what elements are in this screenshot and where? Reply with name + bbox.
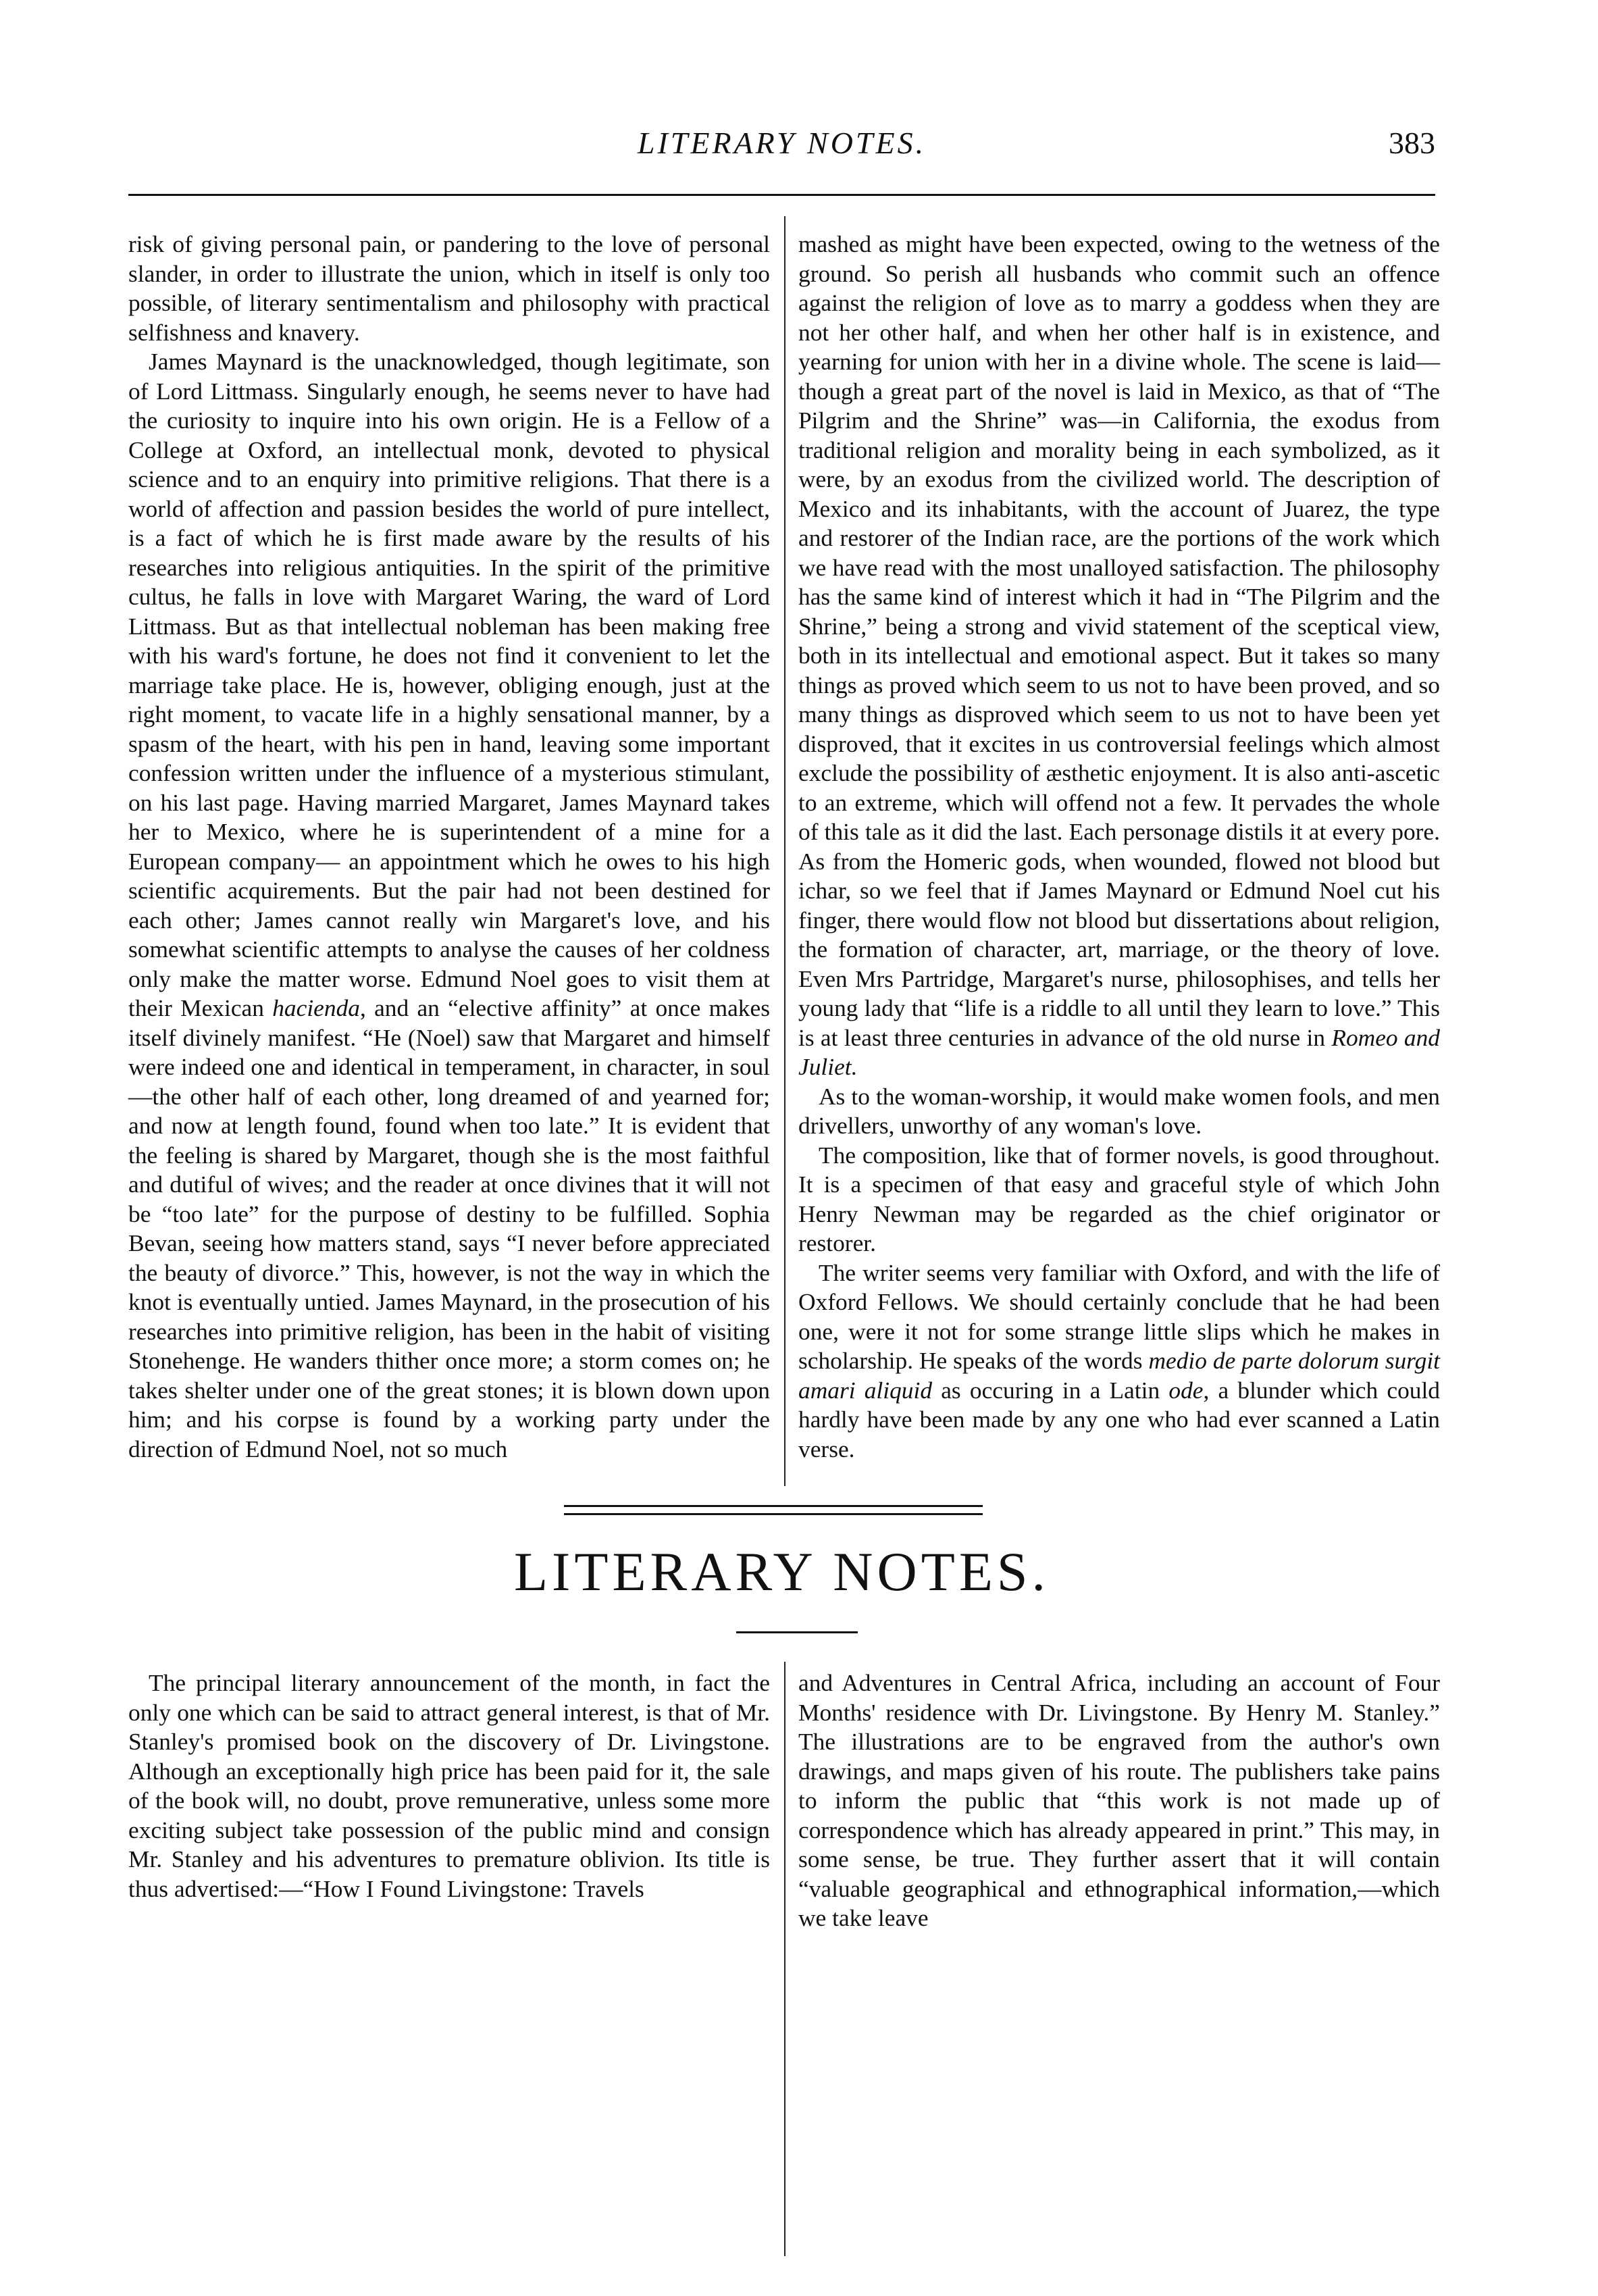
column-right-top: [798, 230, 1440, 1464]
title-rule: [736, 1631, 858, 1633]
section-rule-lower: [564, 1513, 983, 1515]
paragraph-text: James Maynard is the unacknowledged, though legitimate, son of Lord Littmass. Singularly enough, he seems never to have had the curiosity to inquire into his own origin. He is a Fellow of a College at Oxford, an intellectual monk, devoted to physical science and to an enquiry into primitive religions. That there is a world of affection and passion besides the world of pure intellect, is a fact of which he is first made aware by the results of his researches into religious antiquities. In the spirit of the primitive cultus, he falls in love with Margaret Waring, the ward of Lord Littmass. But as that intellectual nobleman has been making free with his ward's fortune, he does not find it convenient to let the marriage take place. He is, however, obliging enough, just at the right moment, to vacate life in a highly sensational manner, by a spasm of the heart, with his pen in hand, leaving some important confession written under the influence of a mysterious stimulant, on his last page. Having married Margaret, James Maynard takes her to Mexico, where he is superintendent of a mine for a European company— an appointment which he owes to his high scientific acquirements. But the pair had not been destined for each other; James cannot really win Margaret's love, and his somewhat scientific attempts to analyse the causes of her coldness only make the matter worse. Edmund Noel goes to visit them at their Mexican: [128, 348, 770, 1021]
italic-text: ode: [1168, 1376, 1204, 1404]
paragraph: The composition, like that of former novels, is good throughout. It is a specimen of that easy and graceful style of which John Henry Newman may be regarded as the chief originator or restorer.: [798, 1141, 1440, 1256]
running-head: LITERARY NOTES.: [637, 126, 927, 160]
italic-text: medio de parte dolorum surgit amari aliquid: [798, 1347, 1440, 1404]
section-rule-upper: [564, 1505, 983, 1507]
paragraph: and Adventures in Central Africa, including an account of Four Months' residence with Dr. Livingstone. By Henry M. Stanley.” The illustrations are to be engraved from the author's own drawings, and maps given of his route. The publishers take pains to inform the public that “this work is not made up of correspondence which has already appeared in print.” This may, in some sense, be true. They further assert that it will contain “valuable geographical and ethnographical information,—which we take leave: [798, 1669, 1440, 1931]
section-title: LITERARY NOTES.: [513, 1541, 1050, 1602]
paragraph-text: mashed as might have been expected, owing to the wetness of the ground. So perish all husbands who commit such an offence against the religion of love as to marry a goddess when they are not her other half, and when her other half is in existence, and yearning for union with her in a divine whole. The scene is laid—though a great part of the novel is laid in Mexico, as that of “The Pilgrim and the Shrine” was—in California, the exodus from traditional religion and morality being in each symbolized, as it were, by an exodus from the civilized world. The description of Mexico and its inhabitants, with the account of Juarez, the type and restorer of the Indian race, are the portions of the work which we have read with the most unalloyed satisfaction. The philosophy has the same kind of interest which it had in “The Pilgrim and the Shrine,” being a strong and vivid statement of the sceptical view, both in its intellectual and emotional aspect. But it takes so many things as proved which seem to us not to have been proved, and so many things as disproved which seem to us not to have been yet disproved, that it excites in us controversial feelings which almost exclude the possibility of æsthetic enjoyment. It is also anti-ascetic to an extreme, which will offend not a few. It pervades the whole of this tale as it did the last. Each personage distils it at every pore. As from the Homeric gods, when wounded, flowed not blood but ichar, so we feel that if James Maynard or Edmund Noel cut his finger, there would flow not blood but dissertations about religion, the formation of character, art, marriage, or the theory of love. Even Mrs Partridge, Margaret's nurse, philosophises, and tells her young lady that “life is a riddle to all until they learn to love.” This is at least three centuries in advance of the old nurse in: [798, 230, 1440, 1051]
paragraph-text: as occuring in a Latin: [941, 1376, 1160, 1404]
paragraph-text: , a blunder which could hardly have been made by any one who had ever scanned a Latin verse.: [798, 1376, 1441, 1462]
column-left-bottom: [128, 1668, 770, 1904]
page-header: [128, 125, 1435, 172]
column-right-bottom: [798, 1668, 1440, 1933]
paragraph: As to the woman-worship, it would make women fools, and men drivellers, unworthy of any woman's love.: [798, 1082, 1440, 1139]
italic-text: hacienda: [272, 994, 360, 1021]
paragraph: [128, 347, 770, 1464]
paragraph: [798, 230, 1440, 1082]
paragraph: risk of giving personal pain, or pandering to the love of personal slander, in order to illustrate the union, which in itself is only too possible, of literary sentimentalism and philosophy with practical selfishness and knavery.: [128, 230, 770, 346]
paragraph-text: , and an “elective affinity” at once makes itself divinely manifest. “He (Noel) saw that Margaret and himself were indeed one and identical in temperament, in character, in soul—the other half of each other, long dreamed of and yearned for; and now at length found, found when too late.” It is evident that the feeling is shared by Margaret, though she is the most faithful and dutiful of wives; and the reader at once divines that it will not be “too late” for the purpose of destiny to be fulfilled. Sophia Bevan, seeing how matters stand, says “I never before appreciated the beauty of divorce.” This, however, is not the way in which the knot is eventually untied. James Maynard, in the prosecution of his researches into primitive religion, has been in the habit of visiting Stonehenge. He wanders thither once more; a storm comes on; he takes shelter under one of the great stones; it is blown down upon him; and his corpse is found by a working party under the direction of Edmund Noel, not so much: [128, 994, 770, 1462]
italic-text: Romeo and Juliet.: [798, 1023, 1440, 1080]
column-divider: [784, 216, 785, 1486]
page-number: 383: [1389, 126, 1435, 160]
column-left-top: [128, 230, 770, 1464]
paragraph-text: The writer seems very familiar with Oxford, and with the life of Oxford Fellows. We should certainly conclude that he had been one, were it not for some strange little slips which he makes in scholarship. He speaks of the words: [798, 1258, 1440, 1374]
header-rule: [128, 194, 1435, 196]
paragraph: [798, 1258, 1440, 1464]
column-divider: [784, 1662, 785, 2256]
paragraph: The principal literary announcement of the month, in fact the only one which can be said to attract general interest, is that of Mr. Stanley's promised book on the discovery of Dr. Livingstone. Although an exceptionally high price has been paid for it, the sale of the book will, no doubt, prove remunerative, unless some more exciting subject take possession of the public mind and consign Mr. Stanley and his adventures to premature oblivion. Its title is thus advertised:—“How I Found Livingstone: Travels: [128, 1669, 770, 1902]
